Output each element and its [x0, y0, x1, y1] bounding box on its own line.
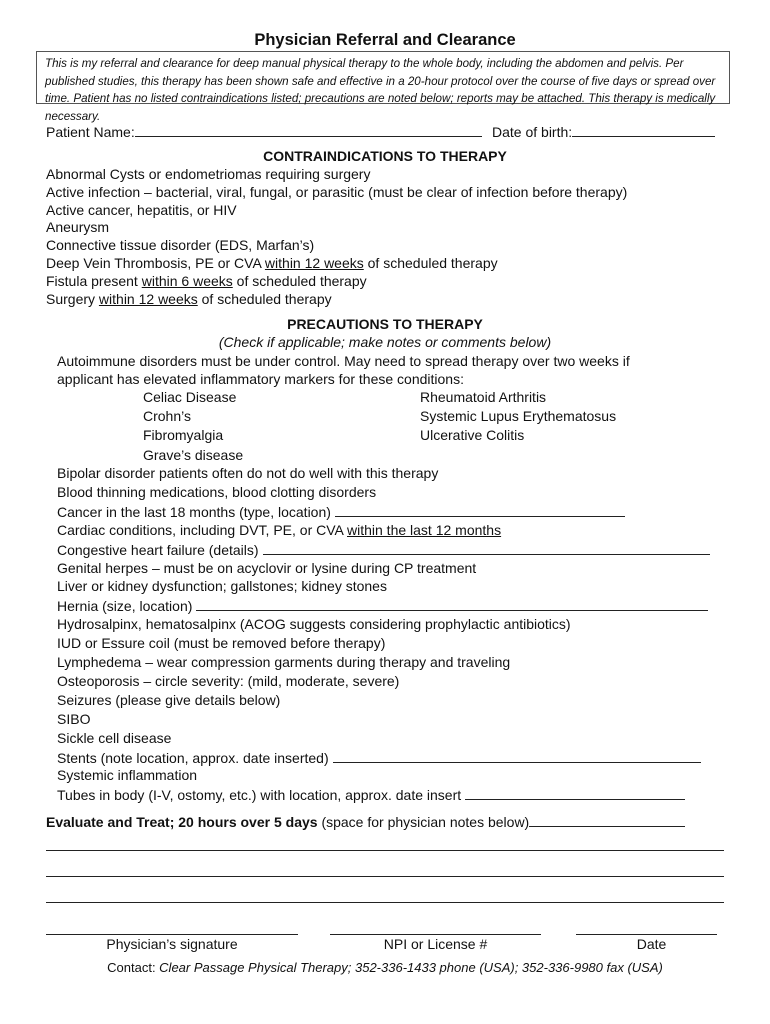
- autoimmune-condition: Crohn’s: [143, 408, 191, 425]
- physician-notes-line[interactable]: [46, 850, 724, 851]
- referral-statement: This is my referral and clearance for deep manual physical therapy to the whole body, including the abdomen and pelvis. Per published studies, this therapy has been shown safe and effective in a 20-hour protocol over the course of five days or spread over time. Patient has no listed contraindications listed; precautions are noted below; reports may be attached. This therapy is medically necessary.: [36, 51, 730, 104]
- precautions-item: [57, 653, 510, 671]
- precautions-item-field[interactable]: [465, 785, 685, 800]
- contact-prefix: Contact:: [107, 960, 160, 975]
- precautions-item: [57, 521, 501, 539]
- precautions-item-field[interactable]: [335, 502, 625, 517]
- precautions-item: [57, 766, 197, 784]
- precautions-item-text: Hernia (size, location): [57, 598, 193, 615]
- precautions-item: [57, 577, 387, 595]
- date-label: Date: [636, 936, 667, 952]
- autoimmune-condition: Ulcerative Colitis: [420, 427, 525, 444]
- precautions-item: [57, 502, 625, 521]
- precautions-item: [57, 710, 90, 728]
- precautions-item-text: Congestive heart failure (details): [57, 541, 259, 558]
- precautions-subheading: (Check if applicable; make notes or comments below): [218, 334, 552, 350]
- precautions-item-text: Cancer in the last 18 months (type, location): [57, 503, 331, 520]
- precautions-item: [57, 634, 385, 652]
- contraindications-item-text: Connective tissue disorder (EDS, Marfan’s): [46, 237, 315, 254]
- dob-field[interactable]: [572, 122, 715, 137]
- contraindications-item: [46, 254, 498, 272]
- precautions-heading: PRECAUTIONS TO THERAPY: [287, 316, 483, 332]
- contraindications-item-emphasis: within 12 weeks: [264, 255, 364, 271]
- precautions-item-field[interactable]: [333, 748, 701, 763]
- contraindications-item-emphasis: within 6 weeks: [141, 272, 233, 289]
- contraindications-item-text: of scheduled therapy: [232, 272, 367, 289]
- dob-row: [492, 122, 715, 141]
- contraindications-item: [46, 218, 109, 236]
- precautions-item-text: Bipolar disorder patients often do not do well with this therapy: [57, 465, 439, 481]
- precautions-item: [57, 464, 438, 482]
- contraindications-item: [46, 183, 627, 201]
- precautions-item-text: Stents (note location, approx. date inserted): [57, 749, 329, 766]
- precautions-item-text: Hydrosalpinx, hematosalpinx (ACOG suggests considering prophylactic antibiotics): [57, 616, 571, 633]
- precautions-item: [57, 596, 708, 615]
- contraindications-item: [46, 290, 332, 308]
- autoimmune-condition: Rheumatoid Arthritis: [420, 389, 547, 405]
- autoimmune-condition: Celiac Disease: [143, 389, 237, 405]
- contraindications-item-text: Active cancer, hepatitis, or HIV: [46, 201, 237, 218]
- precautions-item-field[interactable]: [196, 596, 708, 611]
- precautions-item-text: Seizures (please give details below): [57, 691, 281, 708]
- physician-signature-label: Physician’s signature: [106, 936, 238, 952]
- precautions-item: [57, 483, 376, 501]
- precautions-item: [57, 615, 571, 633]
- contraindications-item-emphasis: within 12 weeks: [98, 290, 198, 307]
- contraindications-item-text: of scheduled therapy: [197, 290, 332, 307]
- autoimmune-text-line1: Autoimmune disorders must be under control. May need to spread therapy over two weeks if: [57, 353, 630, 369]
- precautions-item-text: Genital herpes – must be on acyclovir or lysine during CP treatment: [57, 559, 477, 576]
- contraindications-item: [46, 236, 314, 254]
- contraindications-item-text: Fistula present: [46, 272, 142, 289]
- precautions-item: [57, 785, 685, 804]
- npi-license-label: NPI or License #: [383, 936, 488, 952]
- npi-license-field[interactable]: [330, 934, 541, 935]
- precautions-item-text: Tubes in body (I-V, ostomy, etc.) with location, approx. date insert: [57, 787, 462, 804]
- patient-name-row: [46, 122, 482, 141]
- contraindications-item-text: Aneurysm: [46, 219, 110, 236]
- precautions-item: [57, 729, 171, 747]
- contraindications-item-text: Surgery: [46, 290, 99, 307]
- patient-name-label: Patient Name:: [46, 124, 135, 140]
- precautions-item: [57, 672, 399, 690]
- page-title: Physician Referral and Clearance: [254, 31, 516, 49]
- precautions-item-text: IUD or Essure coil (must be removed before therapy): [57, 635, 386, 652]
- precautions-item-text: SIBO: [57, 710, 91, 727]
- precautions-item-text: Liver or kidney dysfunction; gallstones; kidney stones: [57, 578, 387, 595]
- precautions-item-text: Osteoporosis – circle severity: (mild, moderate, severe): [57, 672, 400, 689]
- autoimmune-condition: Systemic Lupus Erythematosus: [420, 408, 617, 425]
- precautions-item-emphasis: within the last 12 months: [347, 521, 502, 538]
- precautions-item-text: Cardiac conditions, including DVT, PE, or CVA: [57, 521, 347, 538]
- contact-details: Clear Passage Physical Therapy; 352-336-1433 phone (USA); 352-336-9980 fax (USA): [159, 960, 663, 975]
- precautions-item-text: Lymphedema – wear compression garments during therapy and traveling: [57, 654, 511, 670]
- contraindications-item-text: Abnormal Cysts or endometriomas requiring surgery: [46, 166, 371, 182]
- date-field[interactable]: [576, 934, 717, 935]
- contraindications-heading: CONTRAINDICATIONS TO THERAPY: [263, 148, 507, 164]
- autoimmune-text-line2: applicant has elevated inflammatory markers for these conditions:: [57, 371, 464, 387]
- contraindications-item-text: Active infection – bacterial, viral, fungal, or parasitic (must be clear of infection before therapy): [46, 183, 628, 200]
- physician-signature-field[interactable]: [46, 934, 298, 935]
- physician-notes-line[interactable]: [46, 902, 724, 903]
- contraindications-item: [46, 272, 367, 290]
- physician-notes-line[interactable]: [46, 876, 724, 877]
- precautions-item: [57, 559, 476, 577]
- physician-notes-field[interactable]: [529, 812, 685, 827]
- autoimmune-condition: Grave’s disease: [143, 446, 244, 463]
- precautions-item: [57, 748, 701, 767]
- contraindications-item-text: of scheduled therapy: [363, 255, 498, 271]
- dob-label: Date of birth:: [492, 124, 573, 140]
- evaluate-treat-note: (space for physician notes below): [317, 814, 530, 830]
- patient-name-field[interactable]: [135, 122, 482, 137]
- contraindications-item: [46, 165, 370, 183]
- precautions-item-text: Sickle cell disease: [57, 729, 172, 746]
- precautions-item-text: Systemic inflammation: [57, 767, 198, 784]
- contraindications-item: [46, 201, 237, 219]
- precautions-item-text: Blood thinning medications, blood clotting disorders: [57, 483, 377, 500]
- autoimmune-condition: Fibromyalgia: [143, 427, 224, 444]
- precautions-item-field[interactable]: [263, 540, 710, 555]
- evaluate-treat-row: [46, 812, 685, 831]
- precautions-item: [57, 540, 710, 559]
- contraindications-item-text: Deep Vein Thrombosis, PE or CVA: [46, 255, 265, 271]
- precautions-item: [57, 691, 280, 709]
- contact-line: [0, 960, 770, 975]
- evaluate-treat-label: Evaluate and Treat; 20 hours over 5 days: [46, 814, 318, 830]
